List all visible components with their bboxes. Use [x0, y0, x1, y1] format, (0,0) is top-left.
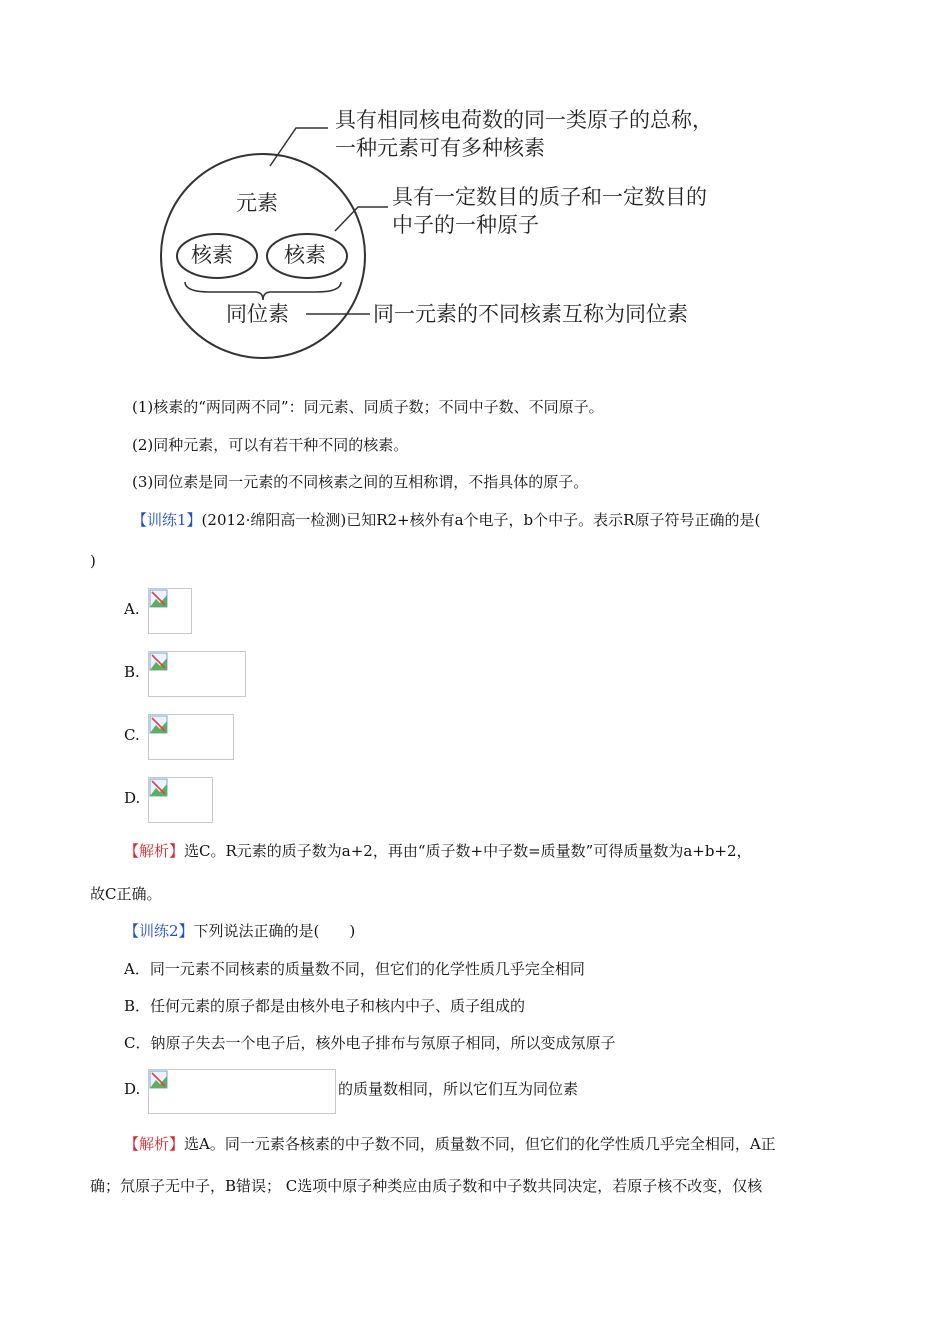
analysis1-body: 选C。R元素的质子数为a+2，再由“质子数+中子数=质量数”可得质量数为a+b+2，: [184, 842, 752, 860]
exercise1-option-a-label: A.: [124, 600, 140, 618]
exercise2-option-c: C．钠原子失去一个电子后，核外电子排布与氖原子相同，所以变成氖原子: [124, 1034, 616, 1052]
exercise1-option-d-label: D.: [124, 789, 141, 807]
option-c-formula-image: [148, 714, 234, 760]
exercise2-text: 下列说法正确的是( ): [193, 922, 356, 940]
analysis1-text: [124, 840, 752, 862]
exercise2-option-d-text: 的质量数相同，所以它们互为同位素: [338, 1080, 579, 1098]
exercise1-option-b-label: B.: [124, 663, 140, 681]
option-b-formula-image: [148, 651, 246, 697]
exercise2-option-b: B．任何元素的原子都是由核外电子和核内中子、质子组成的: [124, 997, 526, 1015]
exercise1-question: [132, 509, 760, 531]
note-1: (1)核素的“两同两不同”：同元素、同质子数；不同中子数、不同原子。: [132, 398, 604, 416]
exercise1-question-cont: ): [90, 552, 96, 570]
broken-image-icon: [149, 715, 168, 734]
note-2: (2)同种元素，可以有若干种不同的核素。: [132, 436, 409, 454]
analysis1-text-cont: 故C正确。: [90, 885, 162, 903]
nuclide-definition-line2: 中子的一种原子: [392, 213, 539, 237]
exercise1-option-c-label: C.: [124, 726, 140, 744]
exercise2-option-d-label: D.: [124, 1080, 141, 1098]
option-d-formula-image: [148, 777, 213, 823]
analysis2-body: 选A。同一元素各核素的中子数不同，质量数不同，但它们的化学性质几乎完全相同，A正: [184, 1135, 776, 1153]
nuclide-definition-line1: 具有一定数目的质子和一定数目的: [392, 185, 707, 209]
isotope-definition: 同一元素的不同核素互称为同位素: [373, 302, 688, 326]
isotope-concept-diagram: [160, 96, 780, 366]
element-definition-line2: 一种元素可有多种核素: [335, 136, 545, 160]
option-a-formula-image: [148, 588, 192, 634]
analysis2-text-cont: 确；氘原子无中子，B错误； C选项中原子种类应由质子数和中子数共同决定，若原子核不改变，仅核: [90, 1177, 763, 1195]
broken-image-icon: [149, 652, 168, 671]
exercise2-tag: 【训练2】: [124, 922, 194, 940]
broken-image-icon: [149, 1070, 168, 1089]
nuclide-right-label: 核素: [284, 243, 326, 267]
nuclide-left-label: 核素: [191, 243, 233, 267]
option-d-isotope-image: [148, 1069, 336, 1114]
element-definition-line1: 具有相同核电荷数的同一类原子的总称，: [335, 108, 713, 132]
analysis1-tag: 【解析】: [124, 842, 185, 860]
exercise2-option-a: A．同一元素不同核素的质量数不同，但它们的化学性质几乎完全相同: [124, 960, 585, 978]
exercise2-question: [124, 920, 355, 942]
analysis2-text: [124, 1133, 776, 1155]
isotope-brace: [185, 282, 341, 300]
element-label: 元素: [236, 191, 278, 215]
note-3: (3)同位素是同一元素的不同核素之间的互相称谓，不指具体的原子。: [132, 473, 589, 491]
exercise1-text: (2012·绵阳高一检测)已知R2+核外有a个电子，b个中子。表示R原子符号正确的是(: [201, 511, 761, 529]
broken-image-icon: [149, 589, 168, 608]
isotope-label: 同位素: [226, 302, 289, 326]
broken-image-icon: [149, 778, 168, 797]
exercise1-tag: 【训练1】: [132, 511, 202, 529]
analysis2-tag: 【解析】: [124, 1135, 185, 1153]
